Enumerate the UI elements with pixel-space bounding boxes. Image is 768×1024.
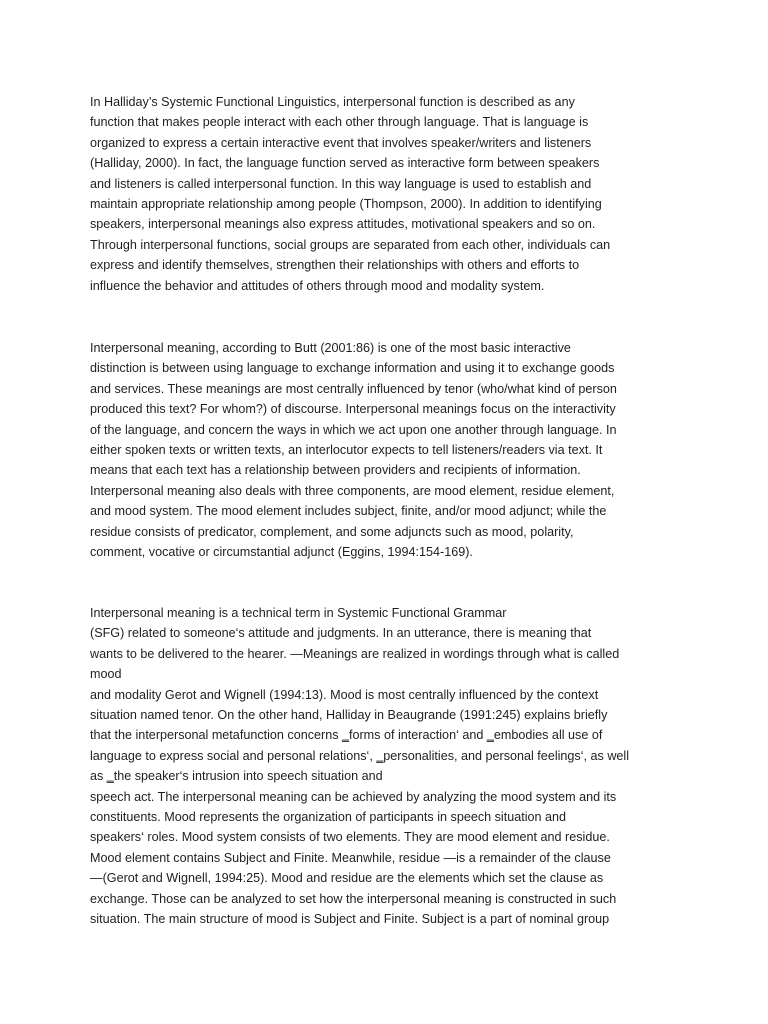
text-line: situation. The main structure of mood is Subject and Finite. Subject is a part of nominal group — [90, 912, 610, 927]
text-line: maintain appropriate relationship among people (Thompson, 2000). In addition to identifying — [90, 197, 602, 212]
text-line: constituents. Mood represents the organization of participants in speech situation and — [90, 810, 567, 825]
text-line: and modality Gerot and Wignell (1994:13). Mood is most centrally influenced by the context — [90, 687, 599, 702]
text-line: and services. These meanings are most centrally influenced by tenor (who/what kind of person — [90, 381, 617, 396]
text-line: function that makes people interact with each other through language. That is language is — [90, 115, 589, 130]
text-line: ―(Gerot and Wignell, 1994:25). Mood and residue are the elements which set the clause as — [90, 871, 604, 886]
text-line: speakers, interpersonal meanings also express attitudes, motivational speakers and so on. — [90, 217, 596, 232]
paragraph-interpersonal-meaning-butt — [90, 338, 690, 562]
text-line: Interpersonal meaning, according to Butt (2001:86) is one of the most basic interactive — [90, 341, 571, 355]
text-line: that the interpersonal metafunction concerns ‗forms of interaction‘ and ‗embodies all use of — [90, 728, 603, 743]
paragraph-interpersonal-meaning-sfg — [90, 603, 690, 930]
text-line: distinction is between using language to exchange information and using it to exchange goods — [90, 361, 615, 376]
text-line: exchange. Those can be analyzed to set how the interpersonal meaning is constructed in such — [90, 891, 617, 906]
text-line: organized to express a certain interactive event that involves speaker/writers and listeners — [90, 135, 592, 150]
text-line: express and identify themselves, strengthen their relationships with others and efforts to — [90, 258, 580, 273]
text-line: produced this text? For whom?) of discourse. Interpersonal meanings focus on the interactivity — [90, 402, 616, 417]
text-line: and listeners is called interpersonal function. In this way language is used to establish and — [90, 176, 592, 191]
text-line: situation named tenor. On the other hand, Halliday in Beaugrande (1991:245) explains briefly — [90, 708, 608, 723]
text-line: means that each text has a relationship between providers and recipients of information. — [90, 463, 581, 478]
text-line: either spoken texts or written texts, an interlocutor expects to tell listeners/readers via text. It — [90, 443, 603, 458]
text-line: influence the behavior and attitudes of others through mood and modality system. — [90, 278, 545, 293]
text-line: of the language, and concern the ways in which we act upon one another through language. In — [90, 422, 617, 437]
text-line: Through interpersonal functions, social groups are separated from each other, individuals can — [90, 237, 611, 252]
text-line: Interpersonal meaning also deals with three components, are mood element, residue element, — [90, 483, 615, 498]
text-line: and mood system. The mood element includes subject, finite, and/or mood adjunct; while the — [90, 504, 607, 519]
text-line: speech act. The interpersonal meaning can be achieved by analyzing the mood system and its — [90, 789, 617, 804]
text-line: Interpersonal meaning is a technical term in Systemic Functional Grammar — [90, 606, 507, 620]
text-line: wants to be delivered to the hearer. ―Meanings are realized in wordings through what is called — [90, 646, 620, 661]
text-line: mood — [90, 667, 122, 682]
text-line: language to express social and personal relations‘, ‗personalities, and personal feelings‘, as well — [90, 748, 630, 763]
text-line: (SFG) related to someone‘s attitude and judgments. In an utterance, there is meaning that — [90, 626, 592, 641]
text-line: (Halliday, 2000). In fact, the language function served as interactive form between speakers — [90, 156, 600, 171]
text-line: Mood element contains Subject and Finite. Meanwhile, residue ―is a remainder of the clause — [90, 850, 611, 865]
text-line: speakers‘ roles. Mood system consists of two elements. They are mood element and residue. — [90, 830, 610, 845]
text-line: comment, vocative or circumstantial adjunct (Eggins, 1994:154-169). — [90, 545, 473, 560]
text-line: residue consists of predicator, complement, and some adjuncts such as mood, polarity, — [90, 524, 574, 539]
text-line: as ‗the speaker‘s intrusion into speech situation and — [90, 769, 383, 784]
text-line: In Halliday’s Systemic Functional Linguistics, interpersonal function is described as any — [90, 95, 575, 109]
paragraph-interpersonal-function — [90, 92, 690, 296]
